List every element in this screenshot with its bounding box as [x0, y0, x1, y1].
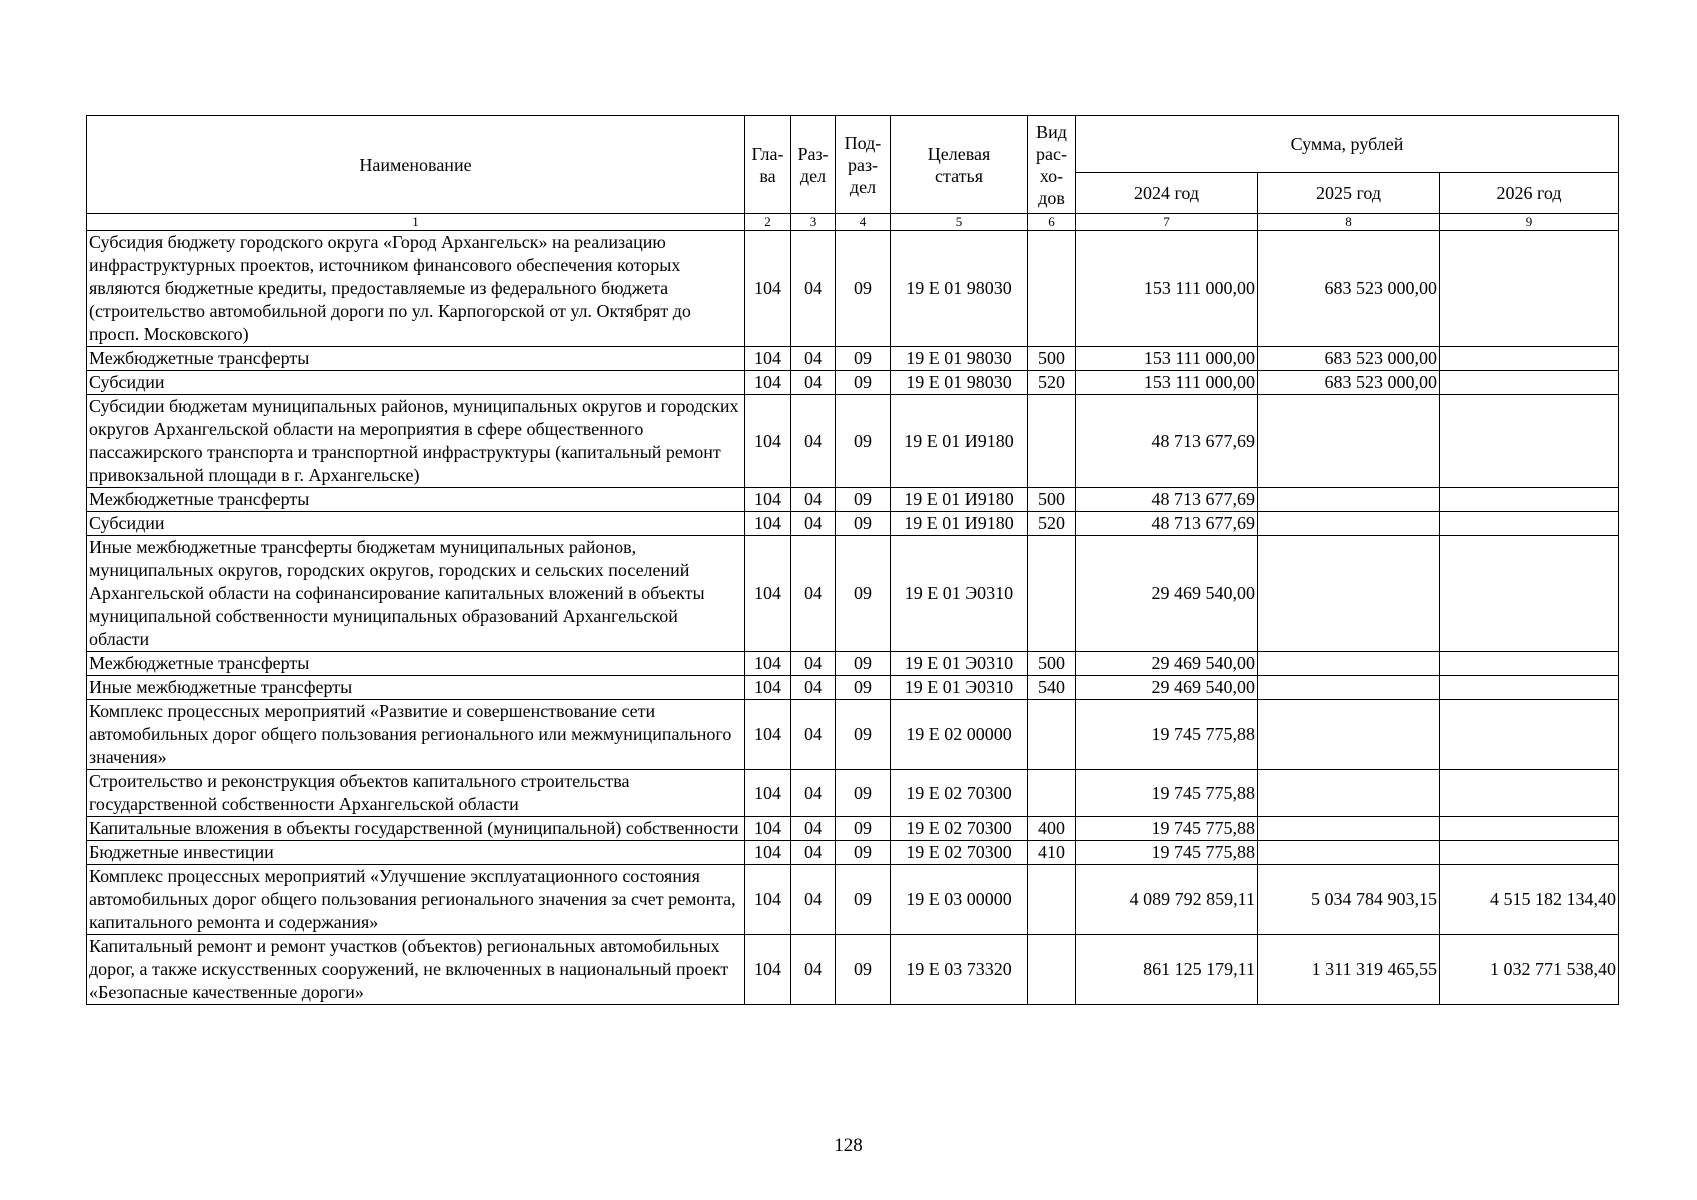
row-podrazdel: 09 [836, 935, 891, 1005]
row-sum-2024: 153 111 000,00 [1076, 347, 1258, 371]
column-number: 4 [836, 214, 891, 231]
header-razdel: Раз-дел [791, 116, 836, 214]
header-year-2024: 2024 год [1076, 173, 1258, 214]
row-podrazdel: 09 [836, 512, 891, 536]
row-sum-2025 [1258, 770, 1440, 817]
row-sum-2026 [1440, 231, 1619, 347]
row-razdel: 04 [791, 536, 836, 652]
row-glava: 104 [745, 841, 791, 865]
row-glava: 104 [745, 865, 791, 935]
table-row [87, 536, 1619, 652]
row-target-article: 19 Е 01 Э0310 [891, 652, 1028, 676]
row-target-article: 19 Е 02 70300 [891, 770, 1028, 817]
table-row [87, 935, 1619, 1005]
row-podrazdel: 09 [836, 817, 891, 841]
row-glava: 104 [745, 536, 791, 652]
row-razdel: 04 [791, 841, 836, 865]
row-name: Субсидии [87, 512, 745, 536]
column-number: 9 [1440, 214, 1619, 231]
row-name: Капитальные вложения в объекты государственной (муниципальной) собственности [87, 817, 745, 841]
row-sum-2025 [1258, 488, 1440, 512]
row-razdel: 04 [791, 700, 836, 770]
row-target-article: 19 Е 01 98030 [891, 371, 1028, 395]
table-row [87, 347, 1619, 371]
row-name: Комплекс процессных мероприятий «Улучшение эксплуатационного состояния автомобильных дорог общего пользования регионального значения за счет ремонта, капитального ремонта и содержания» [87, 865, 745, 935]
row-sum-2026 [1440, 700, 1619, 770]
row-target-article: 19 Е 01 И9180 [891, 512, 1028, 536]
table-header [87, 116, 1619, 231]
row-target-article: 19 Е 02 00000 [891, 700, 1028, 770]
row-name: Комплекс процессных мероприятий «Развитие и совершенствование сети автомобильных дорог общего пользования регионального или межмуниципального значения» [87, 700, 745, 770]
row-sum-2026 [1440, 395, 1619, 488]
row-target-article: 19 Е 01 Э0310 [891, 536, 1028, 652]
row-expense-type [1028, 231, 1076, 347]
page-number: 128 [834, 1135, 863, 1156]
row-expense-type: 520 [1028, 371, 1076, 395]
row-razdel: 04 [791, 371, 836, 395]
row-sum-2025: 5 034 784 903,15 [1258, 865, 1440, 935]
row-sum-2024: 29 469 540,00 [1076, 536, 1258, 652]
row-sum-2026 [1440, 512, 1619, 536]
row-podrazdel: 09 [836, 652, 891, 676]
row-razdel: 04 [791, 770, 836, 817]
table-row [87, 488, 1619, 512]
row-sum-2024: 153 111 000,00 [1076, 371, 1258, 395]
row-sum-2026 [1440, 371, 1619, 395]
row-sum-2026 [1440, 676, 1619, 700]
row-sum-2025 [1258, 652, 1440, 676]
row-sum-2026 [1440, 347, 1619, 371]
row-sum-2026: 4 515 182 134,40 [1440, 865, 1619, 935]
row-podrazdel: 09 [836, 347, 891, 371]
row-razdel: 04 [791, 652, 836, 676]
table-row [87, 841, 1619, 865]
header-podrazdel: Под-раз-дел [836, 116, 891, 214]
row-podrazdel: 09 [836, 536, 891, 652]
row-name: Межбюджетные трансферты [87, 347, 745, 371]
row-sum-2025 [1258, 817, 1440, 841]
row-razdel: 04 [791, 488, 836, 512]
row-name: Субсидии бюджетам муниципальных районов, муниципальных округов и городских округов Архангельской области на мероприятия в сфере общественного пассажирского транспорта и транспортной инфраструктуры (капитальный ремонт привокзальной площади в г. Архангельске) [87, 395, 745, 488]
row-razdel: 04 [791, 865, 836, 935]
row-sum-2024: 29 469 540,00 [1076, 676, 1258, 700]
row-glava: 104 [745, 817, 791, 841]
column-number: 1 [87, 214, 745, 231]
table-row [87, 231, 1619, 347]
row-podrazdel: 09 [836, 865, 891, 935]
row-name: Межбюджетные трансферты [87, 488, 745, 512]
row-glava: 104 [745, 512, 791, 536]
row-sum-2024: 48 713 677,69 [1076, 512, 1258, 536]
row-sum-2026 [1440, 770, 1619, 817]
row-podrazdel: 09 [836, 231, 891, 347]
row-target-article: 19 Е 03 73320 [891, 935, 1028, 1005]
header-year-2026: 2026 год [1440, 173, 1619, 214]
row-sum-2025: 683 523 000,00 [1258, 371, 1440, 395]
row-glava: 104 [745, 770, 791, 817]
table-row [87, 512, 1619, 536]
row-glava: 104 [745, 676, 791, 700]
row-podrazdel: 09 [836, 770, 891, 817]
budget-table [86, 115, 1619, 1005]
row-sum-2026: 1 032 771 538,40 [1440, 935, 1619, 1005]
header-sum: Сумма, рублей [1076, 116, 1619, 173]
table-row [87, 770, 1619, 817]
row-sum-2026 [1440, 817, 1619, 841]
row-expense-type [1028, 865, 1076, 935]
row-sum-2026 [1440, 652, 1619, 676]
row-target-article: 19 Е 01 Э0310 [891, 676, 1028, 700]
row-sum-2024: 48 713 677,69 [1076, 395, 1258, 488]
row-razdel: 04 [791, 231, 836, 347]
row-podrazdel: 09 [836, 371, 891, 395]
row-name: Иные межбюджетные трансферты [87, 676, 745, 700]
row-razdel: 04 [791, 817, 836, 841]
row-sum-2025: 683 523 000,00 [1258, 231, 1440, 347]
row-name: Бюджетные инвестиции [87, 841, 745, 865]
column-number: 3 [791, 214, 836, 231]
row-glava: 104 [745, 347, 791, 371]
column-number: 7 [1076, 214, 1258, 231]
header-year-2025: 2025 год [1258, 173, 1440, 214]
row-sum-2025: 1 311 319 465,55 [1258, 935, 1440, 1005]
table-row [87, 676, 1619, 700]
row-sum-2025 [1258, 700, 1440, 770]
row-name: Строительство и реконструкция объектов капитального строительства государственной собственности Архангельской области [87, 770, 745, 817]
row-podrazdel: 09 [836, 488, 891, 512]
header-name: Наименование [87, 116, 745, 214]
row-expense-type: 500 [1028, 652, 1076, 676]
row-razdel: 04 [791, 347, 836, 371]
row-glava: 104 [745, 371, 791, 395]
row-expense-type: 520 [1028, 512, 1076, 536]
row-sum-2025 [1258, 676, 1440, 700]
budget-page [86, 115, 1618, 1005]
row-sum-2025: 683 523 000,00 [1258, 347, 1440, 371]
row-target-article: 19 Е 01 98030 [891, 347, 1028, 371]
row-target-article: 19 Е 02 70300 [891, 841, 1028, 865]
row-glava: 104 [745, 652, 791, 676]
row-name: Субсидия бюджету городского округа «Город Архангельск» на реализацию инфраструктурных проектов, источником финансового обеспечения которых являются бюджетные кредиты, предоставляемые из федерального бюджета (строительство автомобильной дороги по ул. Карпогорской от ул. Октябрят до просп. Московского) [87, 231, 745, 347]
table-body [87, 231, 1619, 1005]
row-expense-type [1028, 395, 1076, 488]
row-sum-2024: 19 745 775,88 [1076, 841, 1258, 865]
row-razdel: 04 [791, 935, 836, 1005]
row-podrazdel: 09 [836, 676, 891, 700]
column-number: 8 [1258, 214, 1440, 231]
row-expense-type: 500 [1028, 347, 1076, 371]
row-glava: 104 [745, 935, 791, 1005]
row-sum-2025 [1258, 512, 1440, 536]
row-target-article: 19 Е 01 98030 [891, 231, 1028, 347]
row-name: Иные межбюджетные трансферты бюджетам муниципальных районов, муниципальных округов, городских округов, городских и сельских поселений Архангельской области на софинансирование капитальных вложений в объекты муниципальной собственности муниципальных образований Архангельской области [87, 536, 745, 652]
header-target: Целевая статья [891, 116, 1028, 214]
row-sum-2026 [1440, 536, 1619, 652]
column-number: 5 [891, 214, 1028, 231]
row-podrazdel: 09 [836, 700, 891, 770]
header-vid: Вид рас-хо-дов [1028, 116, 1076, 214]
column-number: 6 [1028, 214, 1076, 231]
table-row [87, 865, 1619, 935]
row-razdel: 04 [791, 676, 836, 700]
row-expense-type [1028, 536, 1076, 652]
row-sum-2024: 48 713 677,69 [1076, 488, 1258, 512]
row-target-article: 19 Е 01 И9180 [891, 395, 1028, 488]
row-sum-2024: 4 089 792 859,11 [1076, 865, 1258, 935]
table-row [87, 817, 1619, 841]
table-row [87, 652, 1619, 676]
row-sum-2025 [1258, 841, 1440, 865]
row-expense-type [1028, 700, 1076, 770]
row-name: Субсидии [87, 371, 745, 395]
row-sum-2025 [1258, 395, 1440, 488]
row-razdel: 04 [791, 395, 836, 488]
row-expense-type: 540 [1028, 676, 1076, 700]
row-glava: 104 [745, 395, 791, 488]
table-row [87, 700, 1619, 770]
row-podrazdel: 09 [836, 841, 891, 865]
row-target-article: 19 Е 03 00000 [891, 865, 1028, 935]
row-podrazdel: 09 [836, 395, 891, 488]
row-sum-2026 [1440, 488, 1619, 512]
row-glava: 104 [745, 488, 791, 512]
row-glava: 104 [745, 231, 791, 347]
row-sum-2026 [1440, 841, 1619, 865]
row-target-article: 19 Е 01 И9180 [891, 488, 1028, 512]
row-target-article: 19 Е 02 70300 [891, 817, 1028, 841]
column-number: 2 [745, 214, 791, 231]
row-glava: 104 [745, 700, 791, 770]
column-number-row [87, 214, 1619, 231]
row-name: Межбюджетные трансферты [87, 652, 745, 676]
table-row [87, 395, 1619, 488]
row-expense-type [1028, 770, 1076, 817]
row-sum-2024: 19 745 775,88 [1076, 770, 1258, 817]
row-name: Капитальный ремонт и ремонт участков (объектов) региональных автомобильных дорог, а также искусственных сооружений, не включенных в национальный проект «Безопасные качественные дороги» [87, 935, 745, 1005]
header-glava: Гла-ва [745, 116, 791, 214]
row-expense-type: 500 [1028, 488, 1076, 512]
row-sum-2024: 861 125 179,11 [1076, 935, 1258, 1005]
row-sum-2024: 153 111 000,00 [1076, 231, 1258, 347]
row-expense-type: 400 [1028, 817, 1076, 841]
row-sum-2024: 19 745 775,88 [1076, 817, 1258, 841]
row-sum-2024: 19 745 775,88 [1076, 700, 1258, 770]
row-razdel: 04 [791, 512, 836, 536]
table-row [87, 371, 1619, 395]
row-sum-2024: 29 469 540,00 [1076, 652, 1258, 676]
row-expense-type [1028, 935, 1076, 1005]
row-expense-type: 410 [1028, 841, 1076, 865]
row-sum-2025 [1258, 536, 1440, 652]
